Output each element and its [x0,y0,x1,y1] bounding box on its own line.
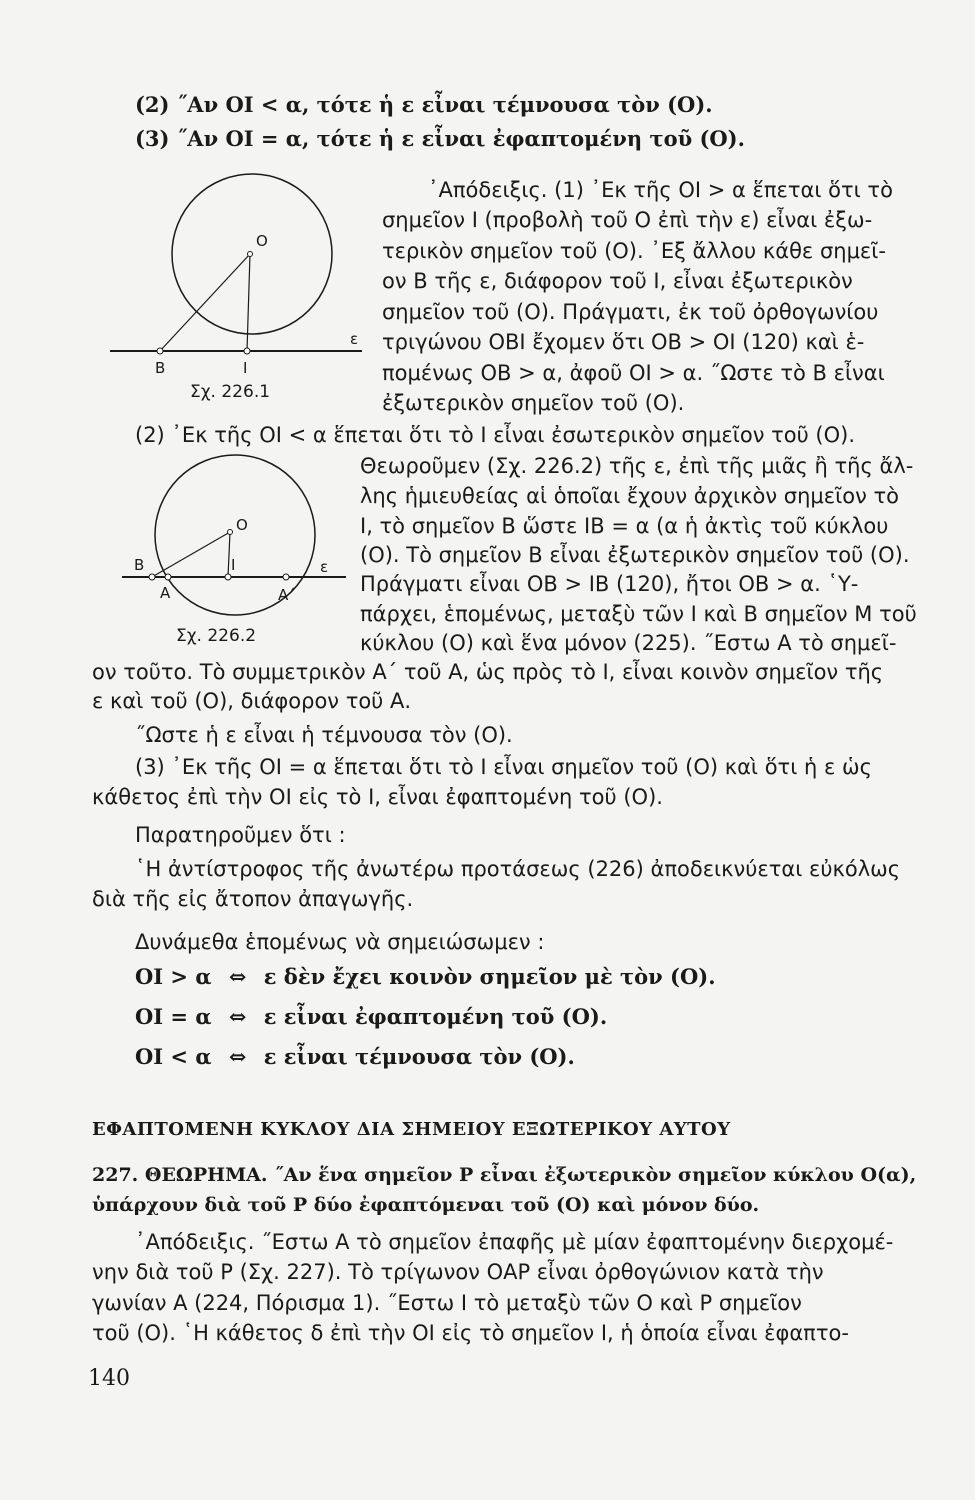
segment-oi [228,532,230,577]
proof-1-line: τριγώνου ΟΒΙ ἔχομεν ὅτι ΟΒ > ΟΙ (120) καὶ ἑ- [382,330,865,354]
double-arrow-icon: ⇔ [228,1004,247,1029]
proof-3-line: (3) ᾿Εκ τῆς ΟΙ = α ἕπεται ὅτι τὸ Ι εἶναι σημεῖον τοῦ (Ο) καὶ ὅτι ἡ ε ὡς [135,755,872,779]
equivalence-row [135,962,716,992]
point-a-prime [283,574,289,580]
equivalence-right: ε εἶναι ἐφαπτομένη τοῦ (Ο). [263,1004,608,1029]
proof-2-line: ον τοῦτο. Τὸ συμμετρικὸν Α΄ τοῦ Α, ὡς πρὸς τὸ Ι, εἶναι κοινὸν σημεῖον τῆς [92,660,884,684]
point-i [225,574,231,580]
proof-227-line: ᾿Απόδειξις. ˝Εστω Α τὸ σημεῖον ἐπαφῆς μὲ μίαν ἐφαπτομένην διερχομέ- [135,1230,894,1254]
label-a: A [160,584,171,602]
proof-2-line: (2) ᾿Εκ τῆς ΟΙ < α ἕπεται ὅτι τὸ Ι εἶναι ἐσωτερικὸν σημεῖον τοῦ (Ο). [135,423,856,447]
point-b [157,348,163,354]
segment-ob [152,532,230,577]
section-heading: ΕΦΑΠΤΟΜΕΝΗ ΚΥΚΛΟΥ ΔΙΑ ΣΗΜΕΙΟΥ ΕΞΩΤΕΡΙΚΟΥ ΑΥΤΟΥ [92,1119,731,1140]
proof-2-line: λης ἡμιευθείας αἱ ὁποῖαι ἔχουν ἀρχικὸν σημεῖον τὸ [360,484,899,508]
label-i: I [231,556,236,574]
proof-2-conclusion: ˝Ωστε ἡ ε εἶναι ἡ τέμνουσα τὸν (Ο). [135,723,513,747]
figure-226-1-caption: Σχ. 226.1 [190,382,271,402]
proof-2-line: ε καὶ τοῦ (Ο), διάφορον τοῦ Α. [92,689,412,713]
page-number: 140 [88,1366,130,1391]
equivalence-left: ΟΙ < α [135,1044,212,1069]
equivalence-left: ΟΙ = α [135,1004,212,1029]
label-b: B [134,556,145,574]
point-o [228,530,233,535]
remark-converse: ῾Η ἀντίστροφος τῆς ἀνωτέρω προτάσεως (226) ἀποδεικνύεται εὐκόλως [135,857,901,881]
remark-observe: Παρατηροῦμεν ὅτι : [135,823,346,847]
point-i [244,348,250,354]
label-b: B [155,359,166,377]
theorem-line: 227. ΘΕΩΡΗΜΑ. ˝Αν ἕνα σημεῖον Ρ εἶναι ἐξωτερικὸν σημεῖον κύκλου Ο(α), [92,1164,917,1186]
remark-write: Δυνάμεθα ἑπομένως νὰ σημειώσωμεν : [135,930,545,954]
proof-1-line: ᾿Απόδειξις. (1) ᾿Εκ τῆς ΟΙ > α ἕπεται ὅτι τὸ [428,178,893,202]
label-epsilon: ε [320,558,329,576]
remark-converse: διὰ τῆς εἰς ἄτοπον ἀπαγωγῆς. [92,887,414,911]
proof-2-line: πάρχει, ἑπομένως, μεταξὺ τῶν Ι καὶ Β σημεῖον Μ τοῦ [360,602,917,626]
equivalence-left: ΟΙ > α [135,964,212,989]
label-a-prime: A΄ [278,586,296,604]
proof-1-line: πομένως ΟΒ > α, ἀφοῦ ΟΙ > α. ˝Ωστε τὸ Β εἶναι [382,361,885,385]
equivalence-right: ε εἶναι τέμνουσα τὸν (Ο). [263,1044,575,1069]
proof-2-line: (Ο). Τὸ σημεῖον Β εἶναι ἐξωτερικὸν σημεῖον τοῦ (Ο). [360,543,910,567]
point-o [248,252,253,257]
label-o: O [256,232,268,250]
proof-2-line: Πράγματι εἶναι ΟΒ > ΙΒ (120), ἤτοι ΟΒ > α. ῾Υ- [360,572,859,596]
figure-226-2 [110,450,355,640]
proof-227-line: νην διὰ τοῦ Ρ (Σχ. 227). Τὸ τρίγωνον ΟΑΡ εἶναι ὀρθογώνιον κατὰ τὴν [92,1260,824,1284]
theorem-line: ὑπάρχουν διὰ τοῦ Ρ δύο ἐφαπτόμεναι τοῦ (Ο) καὶ μόνον δύο. [92,1194,760,1216]
label-i: I [243,359,248,377]
figure-226-1 [100,168,370,408]
intro-case-3: (3) ˝Αν ΟΙ = α, τότε ἡ ε εἶναι ἐφαπτομένη τοῦ (Ο). [135,126,745,151]
proof-1-line: ον Β τῆς ε, διάφορον τοῦ Ι, εἶναι ἐξωτερικὸν [382,269,853,293]
equivalence-right: ε δὲν ἔχει κοινὸν σημεῖον μὲ τὸν (Ο). [263,964,716,989]
proof-2-line: Θεωροῦμεν (Σχ. 226.2) τῆς ε, ἐπὶ τῆς μιᾶς ἢ τῆς ἄλ- [360,454,914,478]
proof-1-line: σημεῖον Ι (προβολὴ τοῦ Ο ἐπὶ τὴν ε) εἶναι ἐξω- [382,208,873,232]
double-arrow-icon: ⇔ [228,964,247,989]
proof-1-line: σημεῖον τοῦ (Ο). Πράγματι, ἐκ τοῦ ὀρθογωνίου [382,300,879,324]
proof-3-line: κάθετος ἐπὶ τὴν ΟΙ εἰς τὸ Ι, εἶναι ἐφαπτομένη τοῦ (Ο). [92,785,663,809]
proof-1-line: ἐξωτερικὸν σημεῖον τοῦ (Ο). [382,391,685,415]
equivalence-row [135,1002,607,1032]
intro-case-2: (2) ˝Αν ΟΙ < α, τότε ἡ ε εἶναι τέμνουσα τὸν (Ο). [135,92,713,117]
point-a [165,574,171,580]
proof-2-line: κύκλου (Ο) καὶ ἕνα μόνον (225). ˝Εστω Α τὸ σημεῖ- [360,631,897,655]
proof-1-line: τερικὸν σημεῖον τοῦ (Ο). ᾿Εξ ἄλλου κάθε σημεῖ- [382,239,886,263]
proof-227-line: γωνίαν Α (224, Πόρισμα 1). ˝Εστω Ι τὸ μεταξὺ τῶν Ο καὶ Ρ σημεῖον [92,1291,802,1315]
segment-oi [247,254,250,351]
label-o: O [236,516,248,534]
double-arrow-icon: ⇔ [228,1044,247,1069]
figure-226-2-caption: Σχ. 226.2 [176,626,257,646]
proof-227-line: τοῦ (Ο). ῾Η κάθετος δ ἐπὶ τὴν ΟΙ εἰς τὸ σημεῖον Ι, ἡ ὁποία εἶναι ἐφαπτο- [92,1321,849,1345]
point-b [149,574,155,580]
label-epsilon: ε [350,330,359,348]
proof-2-line: Ι, τὸ σημεῖον Β ὥστε ΙΒ = α (α ἡ ἀκτὶς τοῦ κύκλου [360,514,889,538]
equivalence-row [135,1042,575,1072]
